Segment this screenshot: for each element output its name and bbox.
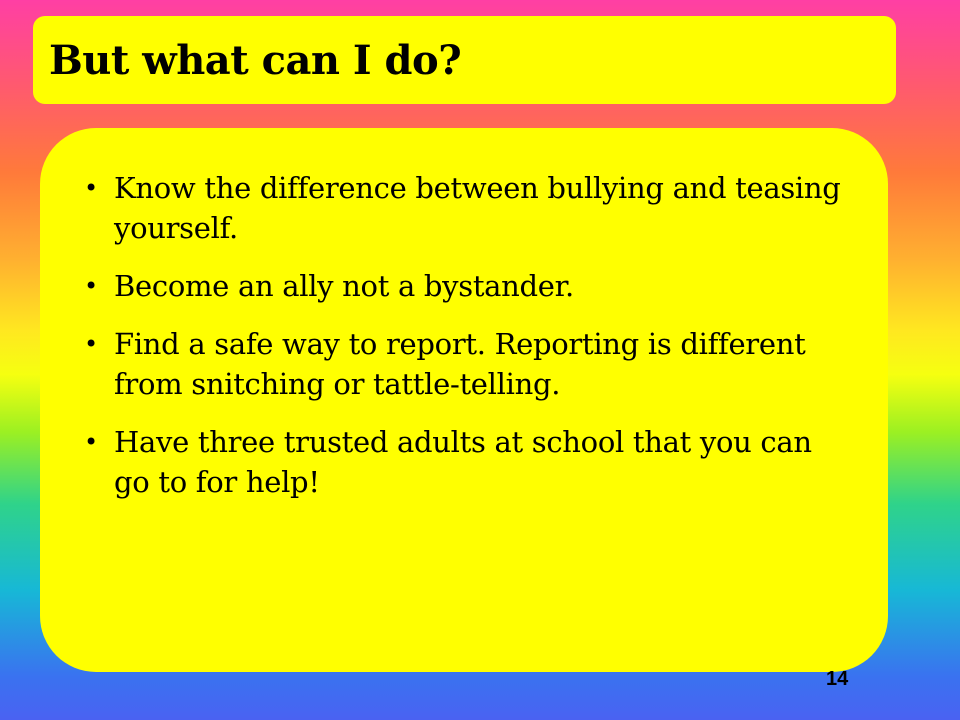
bullet-icon: • [84,272,98,300]
bullet-item [84,266,848,306]
bullet-item [84,168,848,248]
bullet-text: Find a safe way to report. Reporting is different from snitching or tattle-telling. [114,327,806,401]
bullet-list [84,168,848,502]
page-number: 14 [826,668,849,690]
bullet-item [84,324,848,404]
bullet-text: Have three trusted adults at school that you can go to for help! [114,425,812,499]
content-box [40,128,888,672]
bullet-icon: • [84,174,98,202]
bullet-icon: • [84,330,98,358]
bullet-icon: • [84,428,98,456]
title-box [33,16,896,104]
slide-title: But what can I do? [49,36,462,84]
bullet-text: Know the difference between bullying and teasing yourself. [114,171,841,245]
bullet-item [84,422,848,502]
bullet-text: Become an ally not a bystander. [114,269,574,303]
